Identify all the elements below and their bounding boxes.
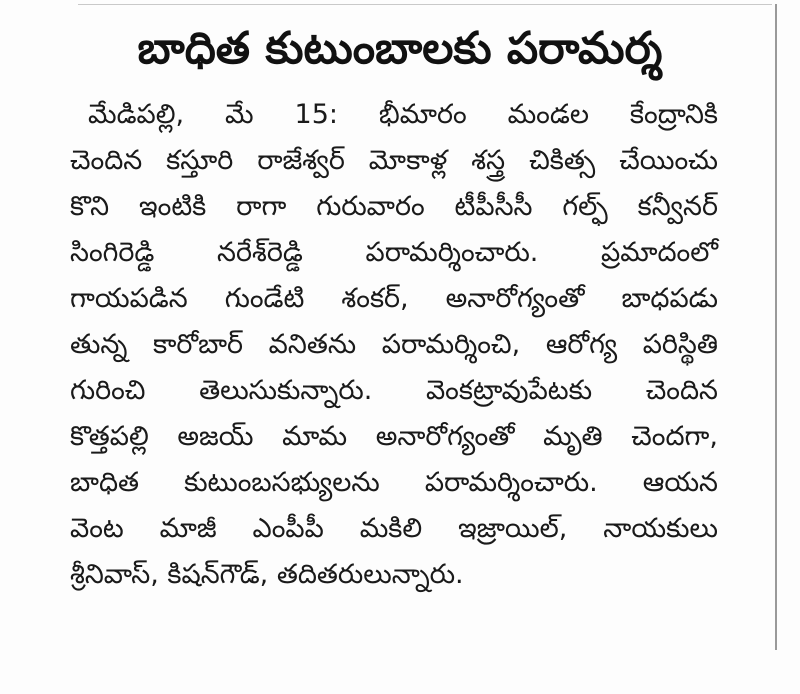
article-line: గురించి తెలుసుకున్నారు. వెంకట్రావుపేటకు చెందిన [70,375,718,406]
article-line: గాయపడిన గుండేటి శంకర్, అనారోగ్యంతో బాధపడు [70,283,718,314]
article-line: తున్న కారోబార్ వనితను పరామర్శించి, ఆరోగ్య పరిస్థితి [70,329,718,360]
article-line: శ్రీనివాస్, కిషన్‌గౌడ్, తదితరులున్నారు. [70,559,464,590]
top-border-line [78,4,772,5]
article-line: వెంట మాజీ ఎంపీపీ మకిలి ఇజ్రాయిల్, నాయకులు [70,513,718,544]
article-line: చెందిన కస్తూరి రాజేశ్వర్ మోకాళ్ల శస్త్ర చికిత్స చేయించు [70,145,718,176]
article-body [70,92,718,598]
article-line: కొత్తపల్లి అజయ్ మామ అనారోగ్యంతో మృతి చెందగా, [70,421,718,452]
article-line: కొని ఇంటికి రాగా గురువారం టీపీసీసీ గల్ఫ్ కన్వీనర్ [70,191,718,222]
article-line: బాధిత కుటుంబసభ్యులను పరామర్శించారు. ఆయన [70,467,718,498]
article-line: సింగిరెడ్డి నరేశ్‌రెడ్డి పరామర్శించారు. ప్రమాదంలో [70,237,718,268]
article-line: మేడిపల్లి, మే 15: భీమారం మండల కేంద్రానికి [88,99,718,130]
column-divider-line [775,4,777,650]
article-headline: బాధిత కుటుంబాలకు పరామర్శ [137,23,663,74]
